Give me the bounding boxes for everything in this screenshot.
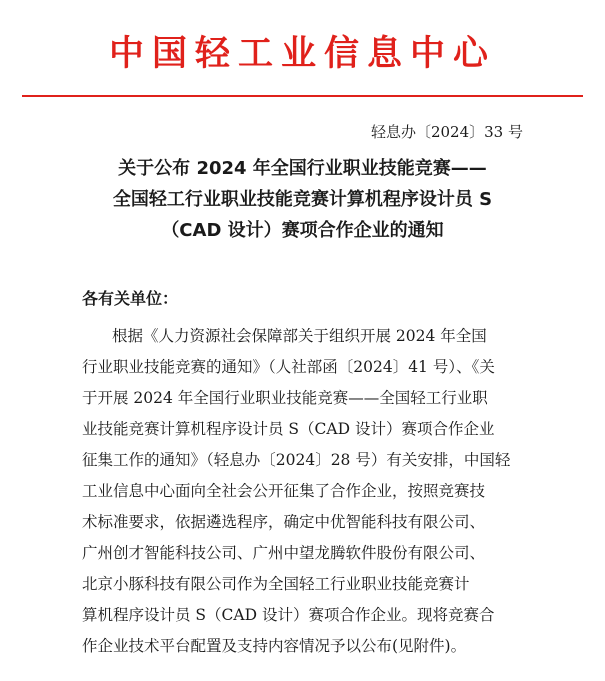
body-line: 北京小豚科技有限公司作为全国轻工行业职业技能竞赛计	[82, 575, 470, 593]
document-title	[0, 153, 605, 246]
title-line-3: （CAD 设计）赛项合作企业的通知	[161, 220, 444, 241]
salutation: 各有关单位：	[82, 289, 179, 308]
body-line: 广州创才智能科技公司、广州中望龙腾软件股份有限公司、	[82, 544, 486, 562]
organization-header: 中国轻工业信息中心	[108, 33, 496, 74]
body-line: 行业职业技能竞赛的通知》（人社部函〔2024〕41 号）、《关	[82, 358, 495, 376]
title-line-2: 全国轻工行业职业技能竞赛计算机程序设计员 S	[112, 189, 493, 210]
title-line-1: 关于公布 2024 年全国行业职业技能竞赛——	[118, 158, 487, 179]
body-line: 术标准要求，依据遴选程序，确定中优智能科技有限公司、	[82, 513, 486, 531]
body-line: 工业信息中心面向全社会公开征集了合作企业，按照竞赛技	[82, 482, 486, 500]
document-number: 轻息办〔2024〕33 号	[370, 123, 523, 141]
body-line: 算机程序设计员 S（CAD 设计）赛项合作企业。现将竞赛合	[82, 606, 495, 624]
body-line: 根据《人力资源社会保障部关于组织开展 2024 年全国	[112, 327, 487, 345]
body-line: 于开展 2024 年全国行业职业技能竞赛——全国轻工行业职	[82, 389, 488, 407]
header-red-rule	[22, 95, 583, 97]
body-paragraph	[82, 321, 532, 662]
body-line: 征集工作的通知》（轻息办〔2024〕28 号）有关安排，中国轻	[82, 451, 511, 469]
body-line: 业技能竞赛计算机程序设计员 S（CAD 设计）赛项合作企业	[82, 420, 495, 438]
body-line: 作企业技术平台配置及支持内容情况予以公布(见附件)。	[82, 637, 467, 655]
